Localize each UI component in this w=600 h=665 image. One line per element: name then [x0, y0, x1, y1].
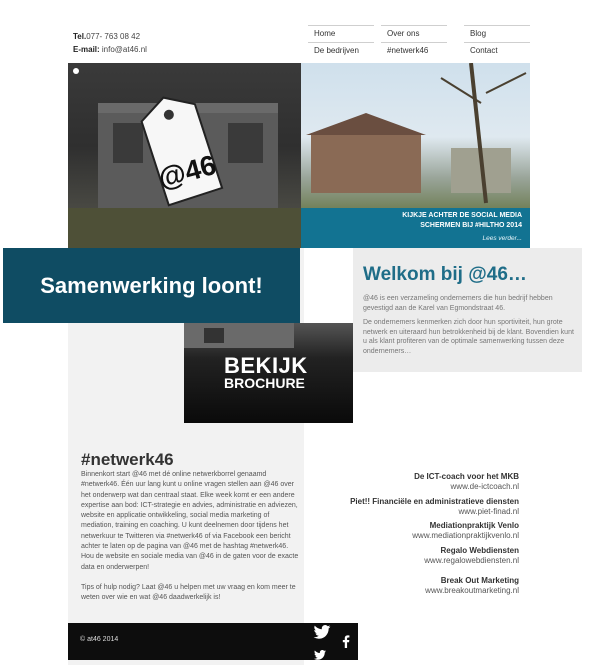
sponsor-item[interactable]: [424, 546, 519, 566]
nav-netwerk46[interactable]: #netwerk46: [381, 42, 447, 59]
sponsor-name: Piet!! Financiële en administratieve diensten: [350, 497, 519, 506]
caption-line-1: KIJKJE ACHTER DE SOCIAL MEDIA: [402, 212, 522, 219]
contact-info: [73, 30, 147, 56]
twitter-icon[interactable]: [313, 625, 331, 639]
sponsor-item[interactable]: [425, 576, 519, 596]
sponsor-url[interactable]: www.regalowebdiensten.nl: [424, 556, 519, 565]
brochure-line-1: BEKIJK: [224, 353, 308, 378]
copyright-text: © at46 2014: [80, 636, 119, 643]
email-address[interactable]: info@at46.nl: [101, 45, 147, 54]
phone-label: Tel.: [73, 32, 87, 41]
brochure-button[interactable]: [184, 323, 353, 423]
sponsor-item[interactable]: [412, 521, 519, 541]
footer: [68, 623, 358, 660]
nav-de-bedrijven[interactable]: De bedrijven: [308, 42, 374, 59]
tag-label: @46: [154, 148, 220, 195]
netwerk-tips: Tips of hulp nodig? Laat @46 u helpen met uw vraag en kom meer te weten over wie en wat @46 daadwerkelijk is!: [81, 584, 296, 602]
welcome-paragraph-2: De ondernemers kenmerken zich door hun sportiviteit, hun grote netwerk en uiteraard hun betrokkenheid bij de klant. Bovendien kunt u als klant profiteren van de optimale samenwerking tussen deze ondernemers…: [363, 319, 574, 355]
netwerk-body: Binnenkort start @46 met dé online netwerkborrel genaamd #netwerk46. Één uur lang kunt u online vragen stellen aan @46 over het onderwerp wat dan centraal staat. Elke week komt er een andere expertise aan bod: ICT-strategie en advies, administratie en adviezen, website en applicatie ontwikkeling, social media marketing of mediation, training en coaching. U kunt deelnemen door tijdens het netwerkuur te Twitteren via #netwerk46 of via Facebook een bericht achter te laten op de pagina van @46 met de hashtag #netwerk46. Hou de website en sociale media van @46 in de gaten voor de exacte data en onderwerpen!: [81, 471, 299, 571]
samenwerking-banner: Samenwerking loont!: [3, 248, 300, 323]
phone-number: 077- 763 08 42: [86, 32, 141, 41]
netwerk-title: #netwerk46: [81, 450, 174, 469]
price-tag-icon: [130, 89, 230, 209]
sponsor-item[interactable]: [414, 472, 519, 492]
sponsor-name: Mediationpraktijk Venlo: [429, 521, 519, 530]
sponsor-name: De ICT-coach voor het MKB: [414, 472, 519, 481]
nav-over-ons[interactable]: Over ons: [381, 25, 447, 42]
hero-image-building: [68, 63, 301, 248]
sponsor-url[interactable]: www.breakoutmarketing.nl: [425, 586, 519, 595]
welcome-paragraph-1: @46 is een verzameling ondernemers die hun bedrijf hebben gevestigd aan de Karel van Egmondstraat 46.: [363, 295, 553, 312]
hero-caption[interactable]: [301, 208, 530, 248]
read-more-link[interactable]: Lees verder...: [482, 235, 522, 242]
nav-blog[interactable]: Blog: [464, 25, 530, 42]
welcome-title: Welkom bij @46…: [363, 264, 527, 285]
sponsor-url[interactable]: www.piet-finad.nl: [458, 507, 519, 516]
twitter-small-icon[interactable]: [314, 650, 326, 660]
welcome-box: [353, 248, 582, 372]
nav-home[interactable]: Home: [308, 25, 374, 42]
sponsor-url[interactable]: www.mediationpraktijkvenlo.nl: [412, 531, 519, 540]
brochure-line-2: BROCHURE: [224, 375, 305, 391]
sponsor-name: Break Out Marketing: [440, 576, 519, 585]
nav-contact[interactable]: Contact: [464, 42, 530, 59]
sponsor-item[interactable]: [350, 497, 519, 517]
facebook-icon[interactable]: [342, 635, 350, 648]
caption-line-2: SCHERMEN BIJ #HILTHO 2014: [420, 222, 522, 229]
email-label: E-mail:: [73, 45, 100, 54]
sponsor-url[interactable]: www.de-ictcoach.nl: [450, 482, 519, 491]
sponsor-name: Regalo Webdiensten: [440, 546, 519, 555]
